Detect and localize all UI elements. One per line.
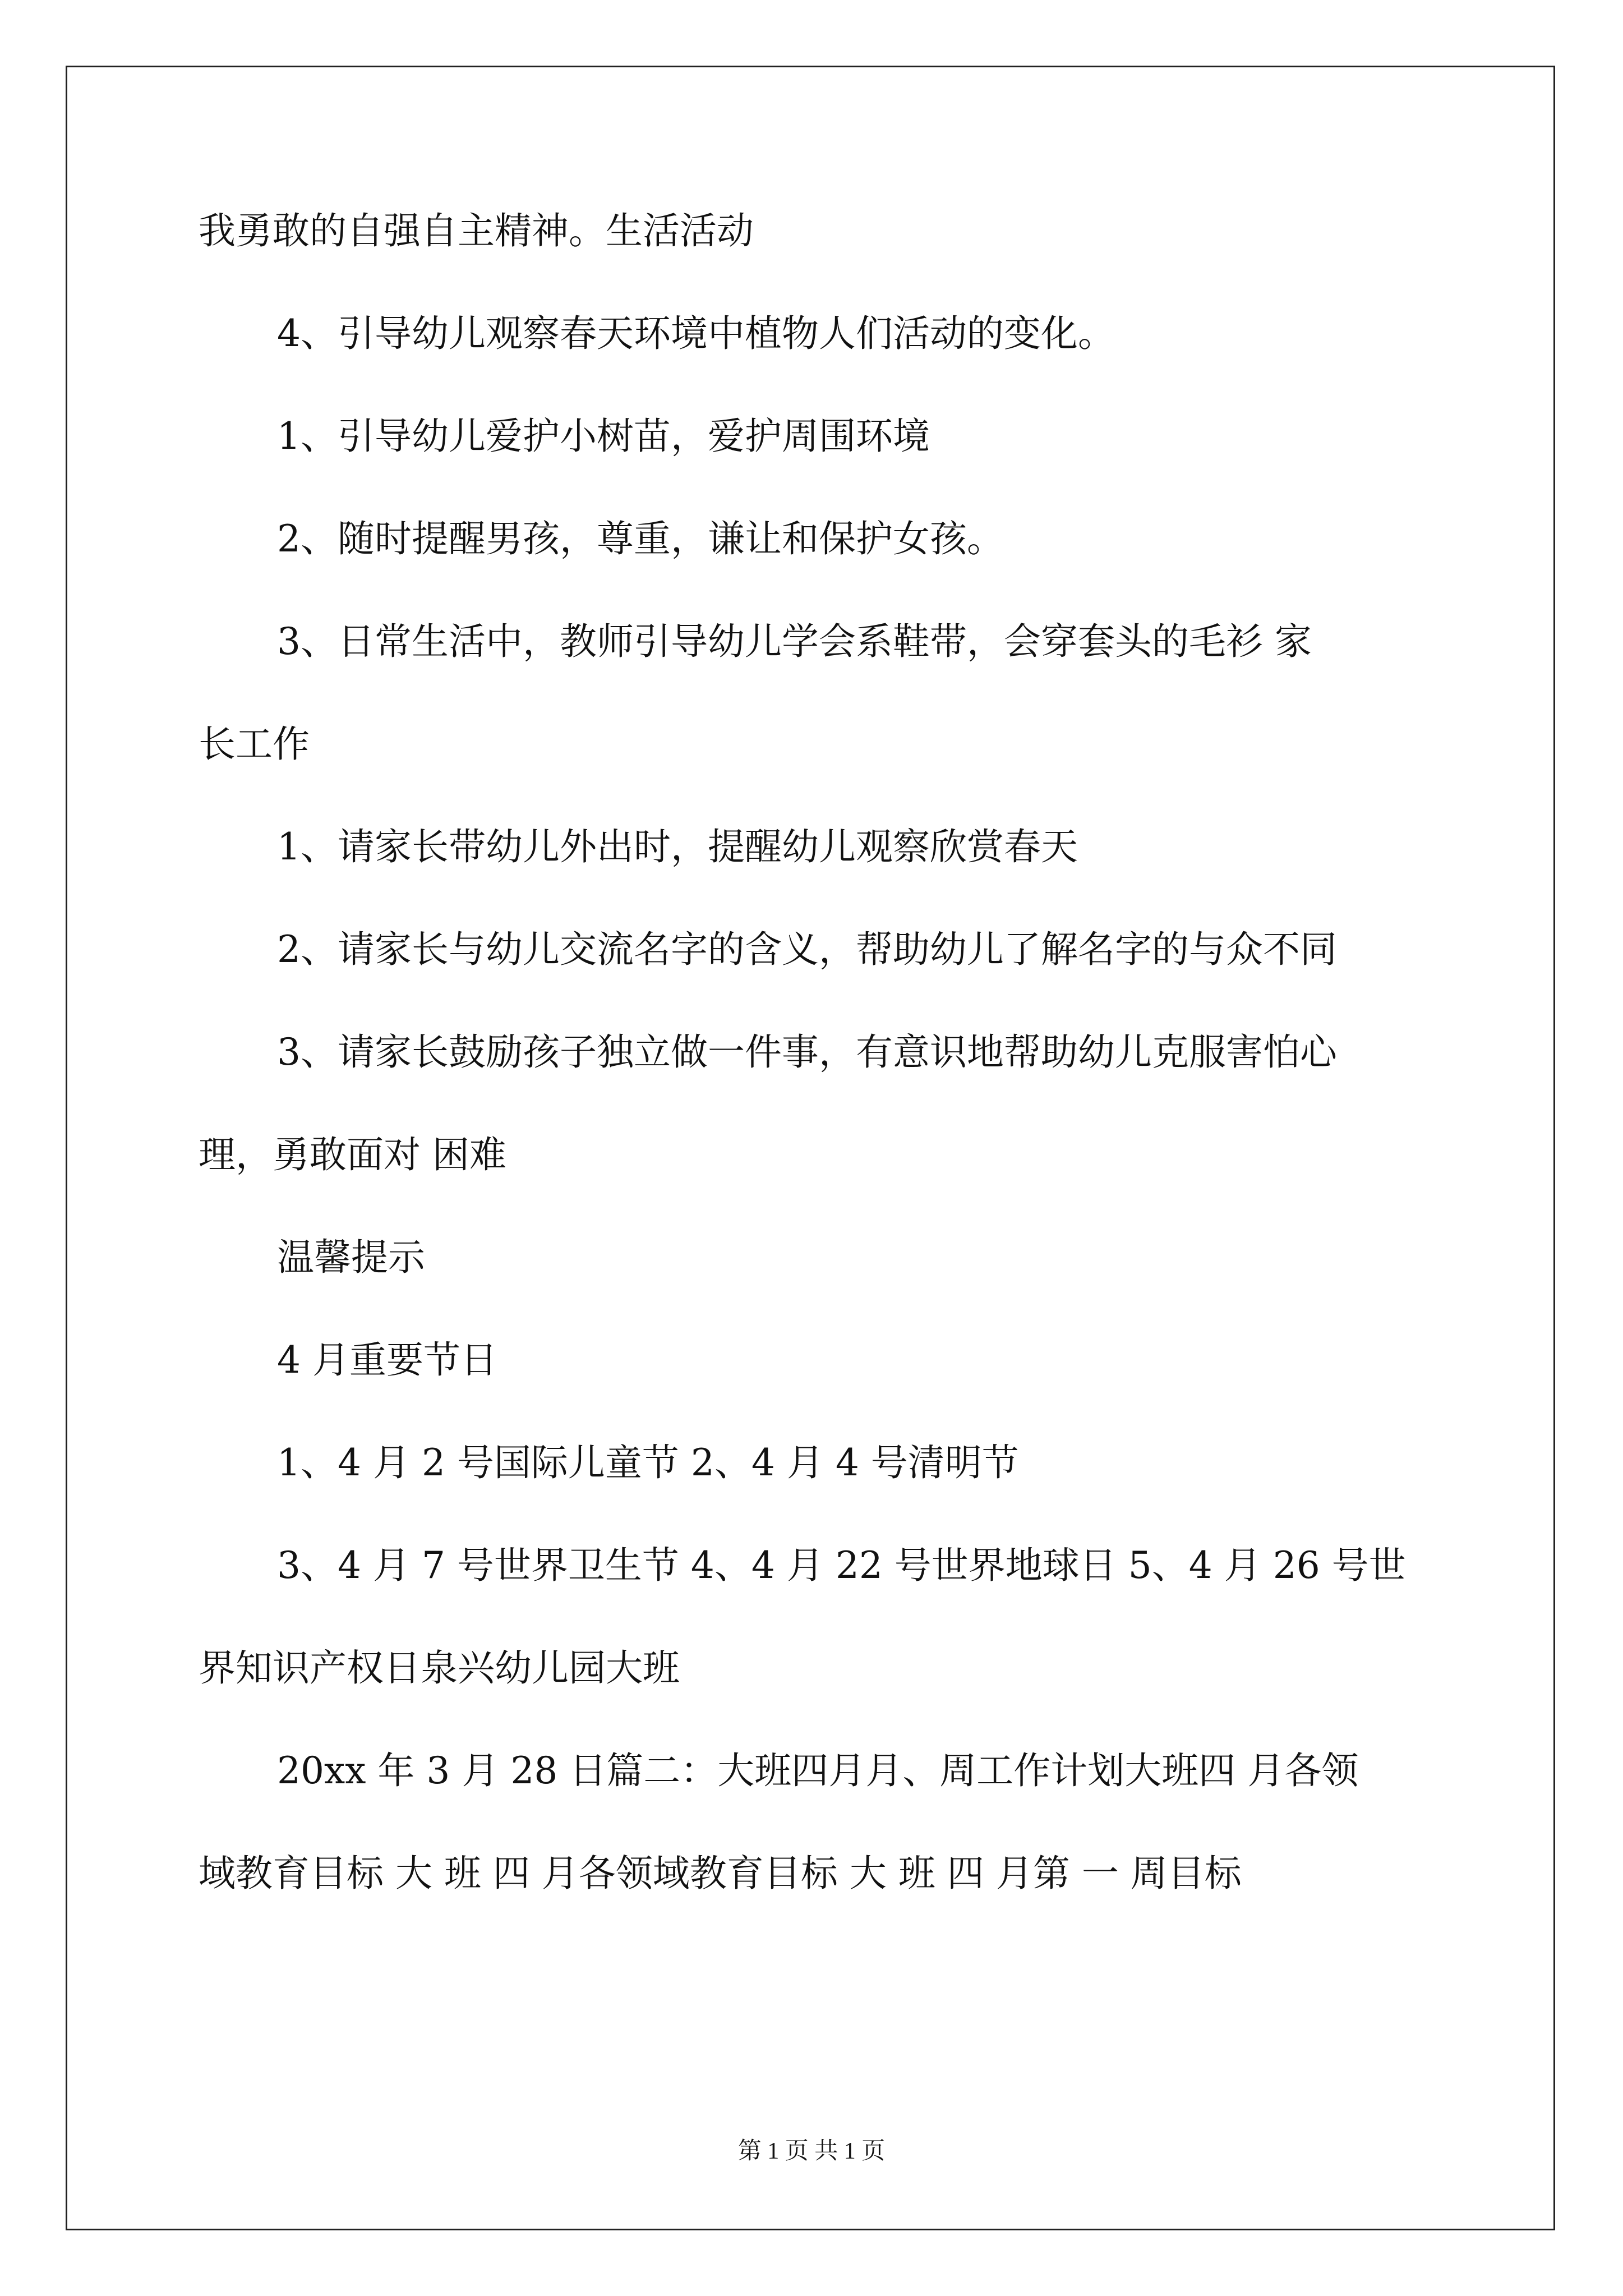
text-line-12: 4 月重要节日 xyxy=(277,1338,497,1382)
text-line-17: 域教育目标 大 班 四 月各领域教育目标 大 班 四 月第 一 周目标 xyxy=(199,1852,1242,1895)
text-line-10: 理，勇敢面对 困难 xyxy=(199,1133,506,1176)
text-line-6: 长工作 xyxy=(199,723,310,766)
text-line-2: 4、引导幼儿观察春天环境中植物人们活动的变化。 xyxy=(277,312,1115,355)
text-line-4: 2、随时提醒男孩，尊重，谦让和保护女孩。 xyxy=(277,517,1004,560)
text-line-3: 1、引导幼儿爱护小树苗，爱护周围环境 xyxy=(277,415,930,458)
page-footer: 第 1 页 共 1 页 xyxy=(737,2138,886,2164)
text-line-13: 1、4 月 2 号国际儿童节 2、4 月 4 号清明节 xyxy=(277,1441,1019,1484)
text-line-14: 3、4 月 7 号世界卫生节 4、4 月 22 号世界地球日 5、4 月 26 号世 xyxy=(277,1544,1406,1587)
text-line-1: 我勇敢的自强自主精神。生活活动 xyxy=(199,209,754,252)
text-line-9: 3、请家长鼓励孩子独立做一件事，有意识地帮助幼儿克服害怕心 xyxy=(277,1030,1337,1074)
text-line-7: 1、请家长带幼儿外出时，提醒幼儿观察欣赏春天 xyxy=(277,825,1078,868)
text-line-16: 20xx 年 3 月 28 日篇二：大班四月月、周工作计划大班四 月各领 xyxy=(277,1749,1359,1792)
text-line-8: 2、请家长与幼儿交流名字的含义，帮助幼儿了解名字的与众不同 xyxy=(277,928,1337,971)
text-line-15: 界知识产权日泉兴幼儿园大班 xyxy=(199,1646,680,1690)
text-line-11: 温馨提示 xyxy=(277,1236,425,1279)
text-line-5: 3、日常生活中，教师引导幼儿学会系鞋带，会穿套头的毛衫 家 xyxy=(277,620,1312,663)
